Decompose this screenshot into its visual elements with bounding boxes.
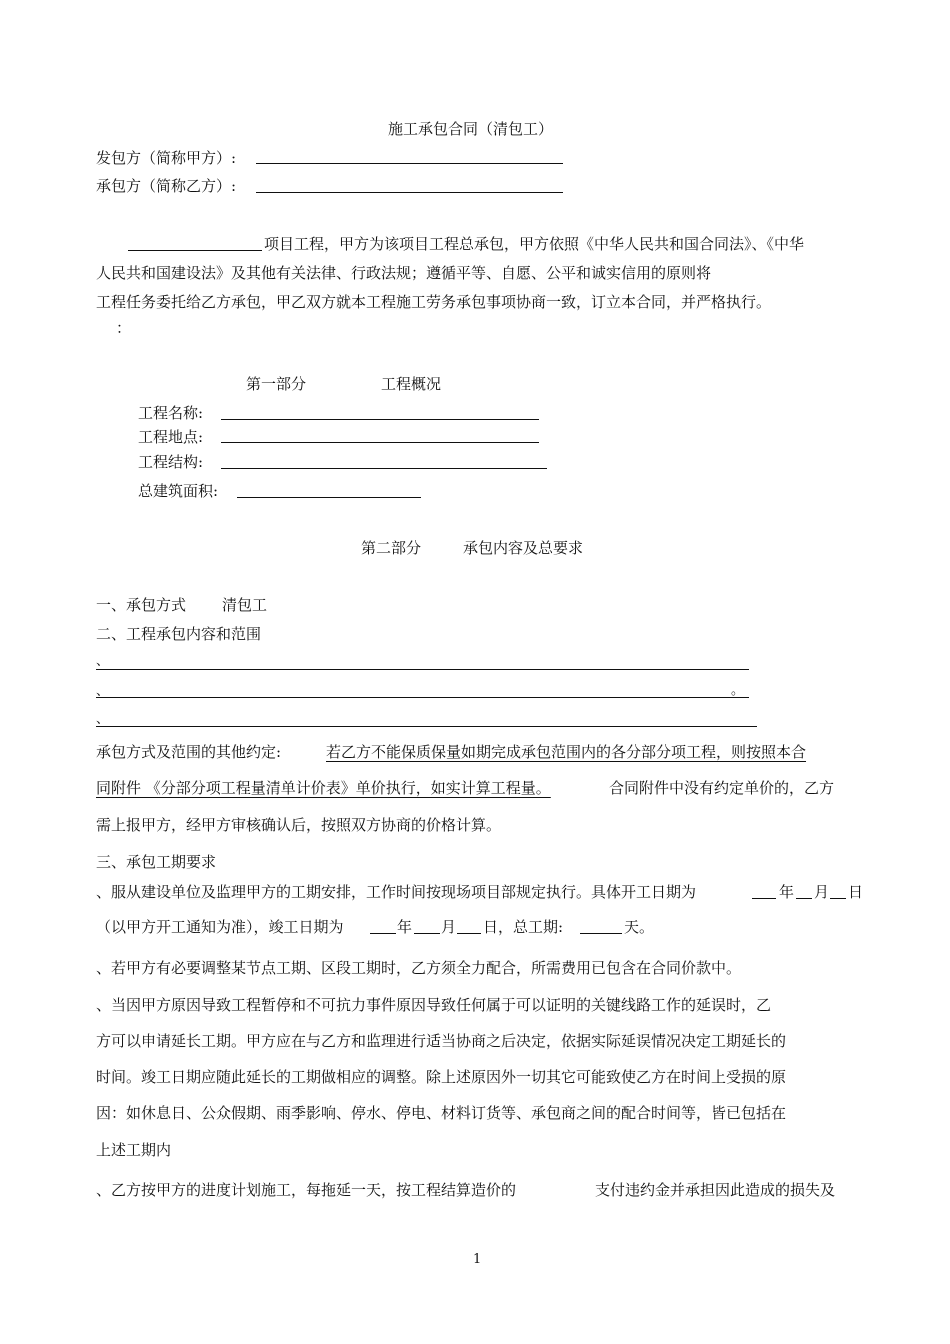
field-project-name-blank[interactable] bbox=[221, 419, 539, 420]
schedule-clause-2: 、若甲方有必要调整某节点工期、区段工期时，乙方须全力配合，所需费用已包含在合同价款中。 bbox=[96, 959, 742, 977]
schedule-clause-3-line-4: 因：如休息日、公众假期、雨季影响、停水、停电、材料订货等、承包商之间的配合时间等，皆已包括在 bbox=[96, 1104, 787, 1122]
party-a-blank[interactable] bbox=[256, 163, 563, 164]
end-year-blank[interactable] bbox=[370, 933, 396, 934]
section1-value: 清包工 bbox=[222, 596, 268, 614]
total-days-unit: 天。 bbox=[624, 918, 655, 936]
end-month-blank[interactable] bbox=[414, 933, 440, 934]
scope-item-3-mark: 、 bbox=[96, 712, 110, 727]
section1-label: 一、承包方式 bbox=[96, 596, 187, 614]
field-total-area-label: 总建筑面积: bbox=[138, 482, 219, 500]
part1-heading: 第一部分 bbox=[246, 375, 307, 393]
other-agreement-text-4: 需上报甲方，经甲方审核确认后，按照双方协商的价格计算。 bbox=[96, 816, 502, 834]
intro-line-3: 工程任务委托给乙方承包，甲乙双方就本工程施工劳务承包事项协商一致，订立本合同，并严格执行。 bbox=[96, 293, 772, 311]
part2-heading: 第二部分 bbox=[361, 539, 422, 557]
page-number: 1 bbox=[473, 1252, 482, 1267]
start-day-blank[interactable] bbox=[830, 898, 846, 899]
intro-colon: ： bbox=[116, 319, 132, 337]
party-b-blank[interactable] bbox=[256, 192, 563, 193]
total-duration-label: 日，总工期: bbox=[483, 918, 564, 936]
other-agreement-text-3: 合同附件中没有约定单价的，乙方 bbox=[609, 779, 835, 797]
field-project-location-label: 工程地点: bbox=[138, 428, 204, 446]
section2-label: 二、工程承包内容和范围 bbox=[96, 625, 262, 643]
field-total-area-blank[interactable] bbox=[237, 497, 421, 498]
schedule-clause-4-text-2: 支付违约金并承担因此造成的损失及 bbox=[595, 1181, 836, 1199]
party-b-label: 承包方（简称乙方）: bbox=[96, 177, 237, 195]
start-day-label: 日 bbox=[848, 883, 864, 901]
party-a-label: 发包方（简称甲方）: bbox=[96, 149, 237, 167]
scope-item-2-blank[interactable] bbox=[96, 697, 749, 698]
field-project-structure-blank[interactable] bbox=[221, 468, 547, 469]
other-agreement-text-2: 同附件 《分部分项工程量清单计价表》单价执行，如实计算工程量。 bbox=[96, 779, 551, 797]
project-name-blank[interactable] bbox=[128, 250, 262, 251]
start-year-blank[interactable] bbox=[752, 898, 776, 899]
start-month-label: 月 bbox=[814, 883, 830, 901]
end-year-label: 年 bbox=[397, 918, 413, 936]
end-month-label: 月 bbox=[441, 918, 457, 936]
other-agreement-text-1: 若乙方不能保质保量如期完成承包范围内的各分部分项工程，则按照本合 bbox=[326, 743, 807, 761]
part2-title: 承包内容及总要求 bbox=[463, 539, 584, 557]
schedule-clause-3-line-2: 方可以申请延长工期。甲方应在与乙方和监理进行适当协商之后决定，依据实际延误情况决定工期延长的 bbox=[96, 1032, 787, 1050]
scope-item-3-blank[interactable] bbox=[96, 726, 757, 727]
schedule-clause-3-line-1: 、当因甲方原因导致工程暂停和不可抗力事件原因导致任何属于可以证明的关键线路工作的延误时，乙 bbox=[96, 996, 772, 1014]
intro-line-1: 项目工程，甲方为该项目工程总承包，甲方依照《中华人民共和国合同法》、《中华 bbox=[264, 235, 805, 253]
scope-item-2-end: 。 bbox=[731, 683, 745, 698]
field-project-location-blank[interactable] bbox=[221, 442, 539, 443]
part1-title: 工程概况 bbox=[381, 375, 442, 393]
schedule-clause-4-text-1: 、乙方按甲方的进度计划施工，每拖延一天，按工程结算造价的 bbox=[96, 1181, 517, 1199]
schedule-clause-1-text: 、服从建设单位及监理甲方的工期安排，工作时间按现场项目部规定执行。具体开工日期为 bbox=[96, 883, 697, 901]
field-project-structure-label: 工程结构: bbox=[138, 453, 204, 471]
start-month-blank[interactable] bbox=[796, 898, 812, 899]
schedule-clause-1-text-2: （以甲方开工通知为准），竣工日期为 bbox=[96, 918, 344, 936]
section3-label: 三、承包工期要求 bbox=[96, 853, 217, 871]
scope-item-1-mark: 、 bbox=[96, 654, 110, 669]
start-year-label: 年 bbox=[779, 883, 795, 901]
other-agreement-label: 承包方式及范围的其他约定: bbox=[96, 743, 282, 761]
intro-line-2: 人民共和国建设法》及其他有关法律、行政法规；遵循平等、自愿、公平和诚实信用的原则将 bbox=[96, 264, 712, 282]
end-day-blank[interactable] bbox=[457, 933, 481, 934]
contract-title: 施工承包合同（清包工） bbox=[388, 120, 554, 138]
scope-item-2-mark: 、 bbox=[96, 684, 110, 699]
scope-item-1-blank[interactable] bbox=[96, 669, 749, 670]
field-project-name-label: 工程名称: bbox=[138, 404, 204, 422]
schedule-clause-3-line-5: 上述工期内 bbox=[96, 1141, 172, 1159]
total-days-blank[interactable] bbox=[580, 933, 622, 934]
schedule-clause-3-line-3: 时间。竣工日期应随此延长的工期做相应的调整。除上述原因外一切其它可能致使乙方在时间上受损的原 bbox=[96, 1068, 787, 1086]
